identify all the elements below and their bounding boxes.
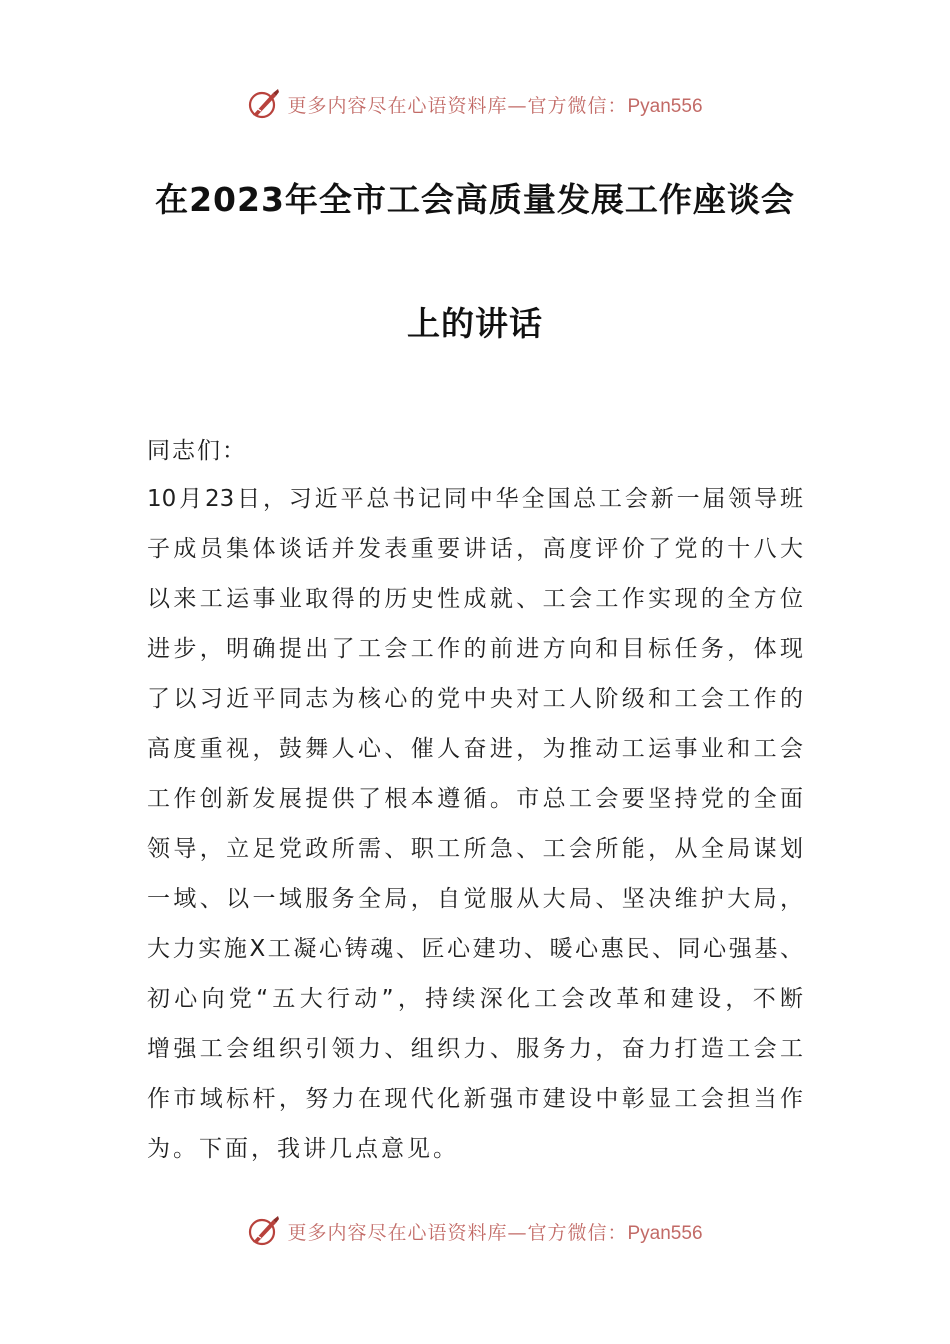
watermark-text: 更多内容尽在心语资料库—官方微信：Pyan556 xyxy=(287,94,703,117)
watermark-wechat-id: Pyan556 xyxy=(627,95,703,117)
page-title-line-1: 在2023年全市工会高质量发展工作座谈会 xyxy=(155,180,795,219)
body-line: 初心向党“五大行动”，持续深化工会改革和建设，不断 xyxy=(147,986,803,1012)
body-line: 10月23日，习近平总书记同中华全国总工会新一届领导班 xyxy=(147,486,803,512)
body-line: 工作创新发展提供了根本遵循。市总工会要坚持党的全面 xyxy=(147,786,803,812)
body-line: 为。下面，我讲几点意见。 xyxy=(147,1136,459,1162)
body-line: 作市域标杆，努力在现代化新强市建设中彰显工会担当作 xyxy=(147,1086,803,1112)
salutation: 同志们： xyxy=(147,438,247,464)
page-title-line-2: 上的讲话 xyxy=(407,304,543,343)
body-line: 增强工会组织引领力、组织力、服务力，奋力打造工会工 xyxy=(147,1036,803,1062)
body-line: 了以习近平同志为核心的党中央对工人阶级和工会工作的 xyxy=(147,686,803,712)
body-line: 一域、以一域服务全局，自觉服从大局、坚决维护大局， xyxy=(147,886,803,912)
body-line: 以来工运事业取得的历史性成就、工会工作实现的全方位 xyxy=(147,586,803,612)
body-line: 进步，明确提出了工会工作的前进方向和目标任务，体现 xyxy=(147,636,803,662)
body-line: 子成员集体谈话并发表重要讲话，高度评价了党的十八大 xyxy=(147,536,803,562)
body-line: 高度重视，鼓舞人心、催人奋进，为推动工运事业和工会 xyxy=(147,736,803,762)
header-watermark xyxy=(0,84,950,124)
body-line: 领导，立足党政所需、职工所急、工会所能，从全局谋划 xyxy=(147,836,803,862)
footer-watermark xyxy=(0,1211,950,1251)
watermark-text: 更多内容尽在心语资料库—官方微信：Pyan556 xyxy=(287,1221,703,1244)
body-paragraph xyxy=(147,480,803,1180)
watermark-wechat-id: Pyan556 xyxy=(627,1222,703,1244)
body-line: 大力实施X工凝心铸魂、匠心建功、暖心惠民、同心强基、 xyxy=(147,936,803,962)
quill-pen-icon xyxy=(247,87,281,121)
quill-pen-icon xyxy=(247,1214,281,1248)
